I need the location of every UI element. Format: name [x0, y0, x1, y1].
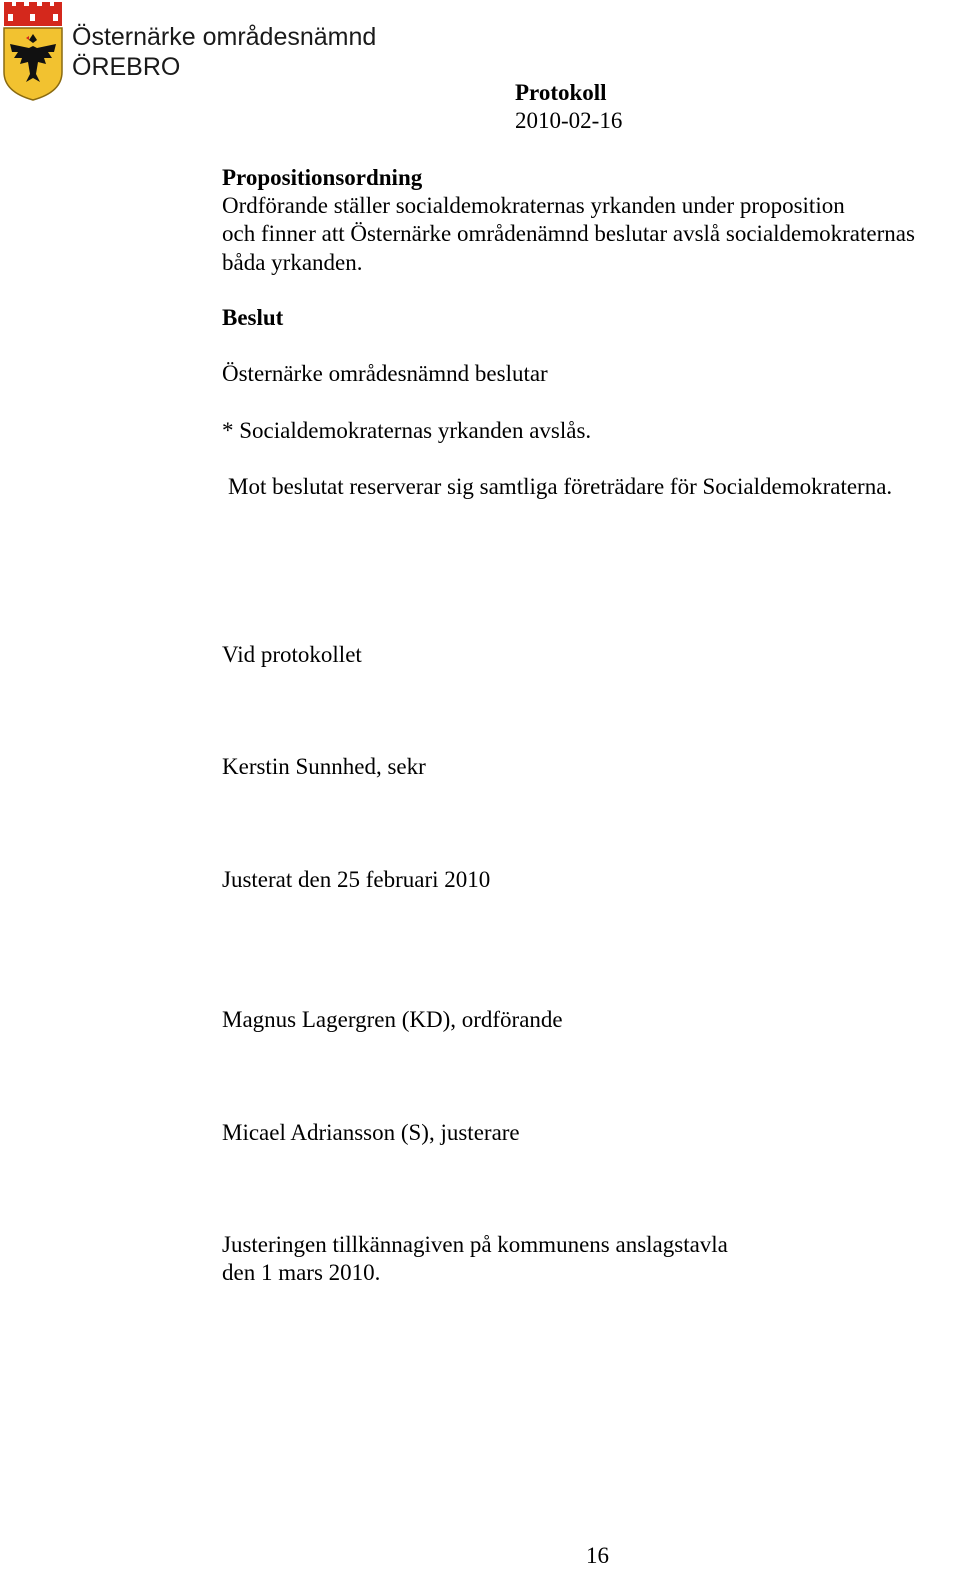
- adjuster-name: Micael Adriansson (S), justerare: [222, 1120, 520, 1145]
- logo: [2, 2, 382, 102]
- proposition-line: och finner att Östernärke områdenämnd beslutar avslå socialdemokraternas: [222, 221, 915, 246]
- doc-date: 2010-02-16: [515, 108, 623, 133]
- coat-of-arms-eagle-icon: [2, 2, 64, 102]
- page-number: 16: [586, 1543, 609, 1568]
- heading-proposition: Propositionsordning: [222, 165, 423, 190]
- org-name: Östernärke områdesnämnd: [72, 23, 377, 51]
- proposition-line: Ordförande ställer socialdemokraternas yrkanden under proposition: [222, 193, 845, 218]
- chair-name: Magnus Lagergren (KD), ordförande: [222, 1007, 563, 1032]
- doc-type: Protokoll: [515, 80, 607, 105]
- announcement-line: Justeringen tillkännagiven på kommunens anslagstavla: [222, 1232, 728, 1257]
- decision-intro: Östernärke områdesnämnd beslutar: [222, 361, 548, 386]
- org-city: ÖREBRO: [72, 53, 181, 81]
- heading-beslut: Beslut: [222, 305, 284, 330]
- vid-protokollet: Vid protokollet: [222, 642, 362, 667]
- reservation-text: Mot beslutat reserverar sig samtliga företrädare för Socialdemokraterna.: [228, 474, 893, 499]
- adjusted-date: Justerat den 25 februari 2010: [222, 867, 491, 892]
- secretary-name: Kerstin Sunnhed, sekr: [222, 754, 426, 779]
- proposition-line: båda yrkanden.: [222, 250, 363, 275]
- decision-item: * Socialdemokraternas yrkanden avslås.: [222, 418, 592, 443]
- announcement-line: den 1 mars 2010.: [222, 1260, 381, 1285]
